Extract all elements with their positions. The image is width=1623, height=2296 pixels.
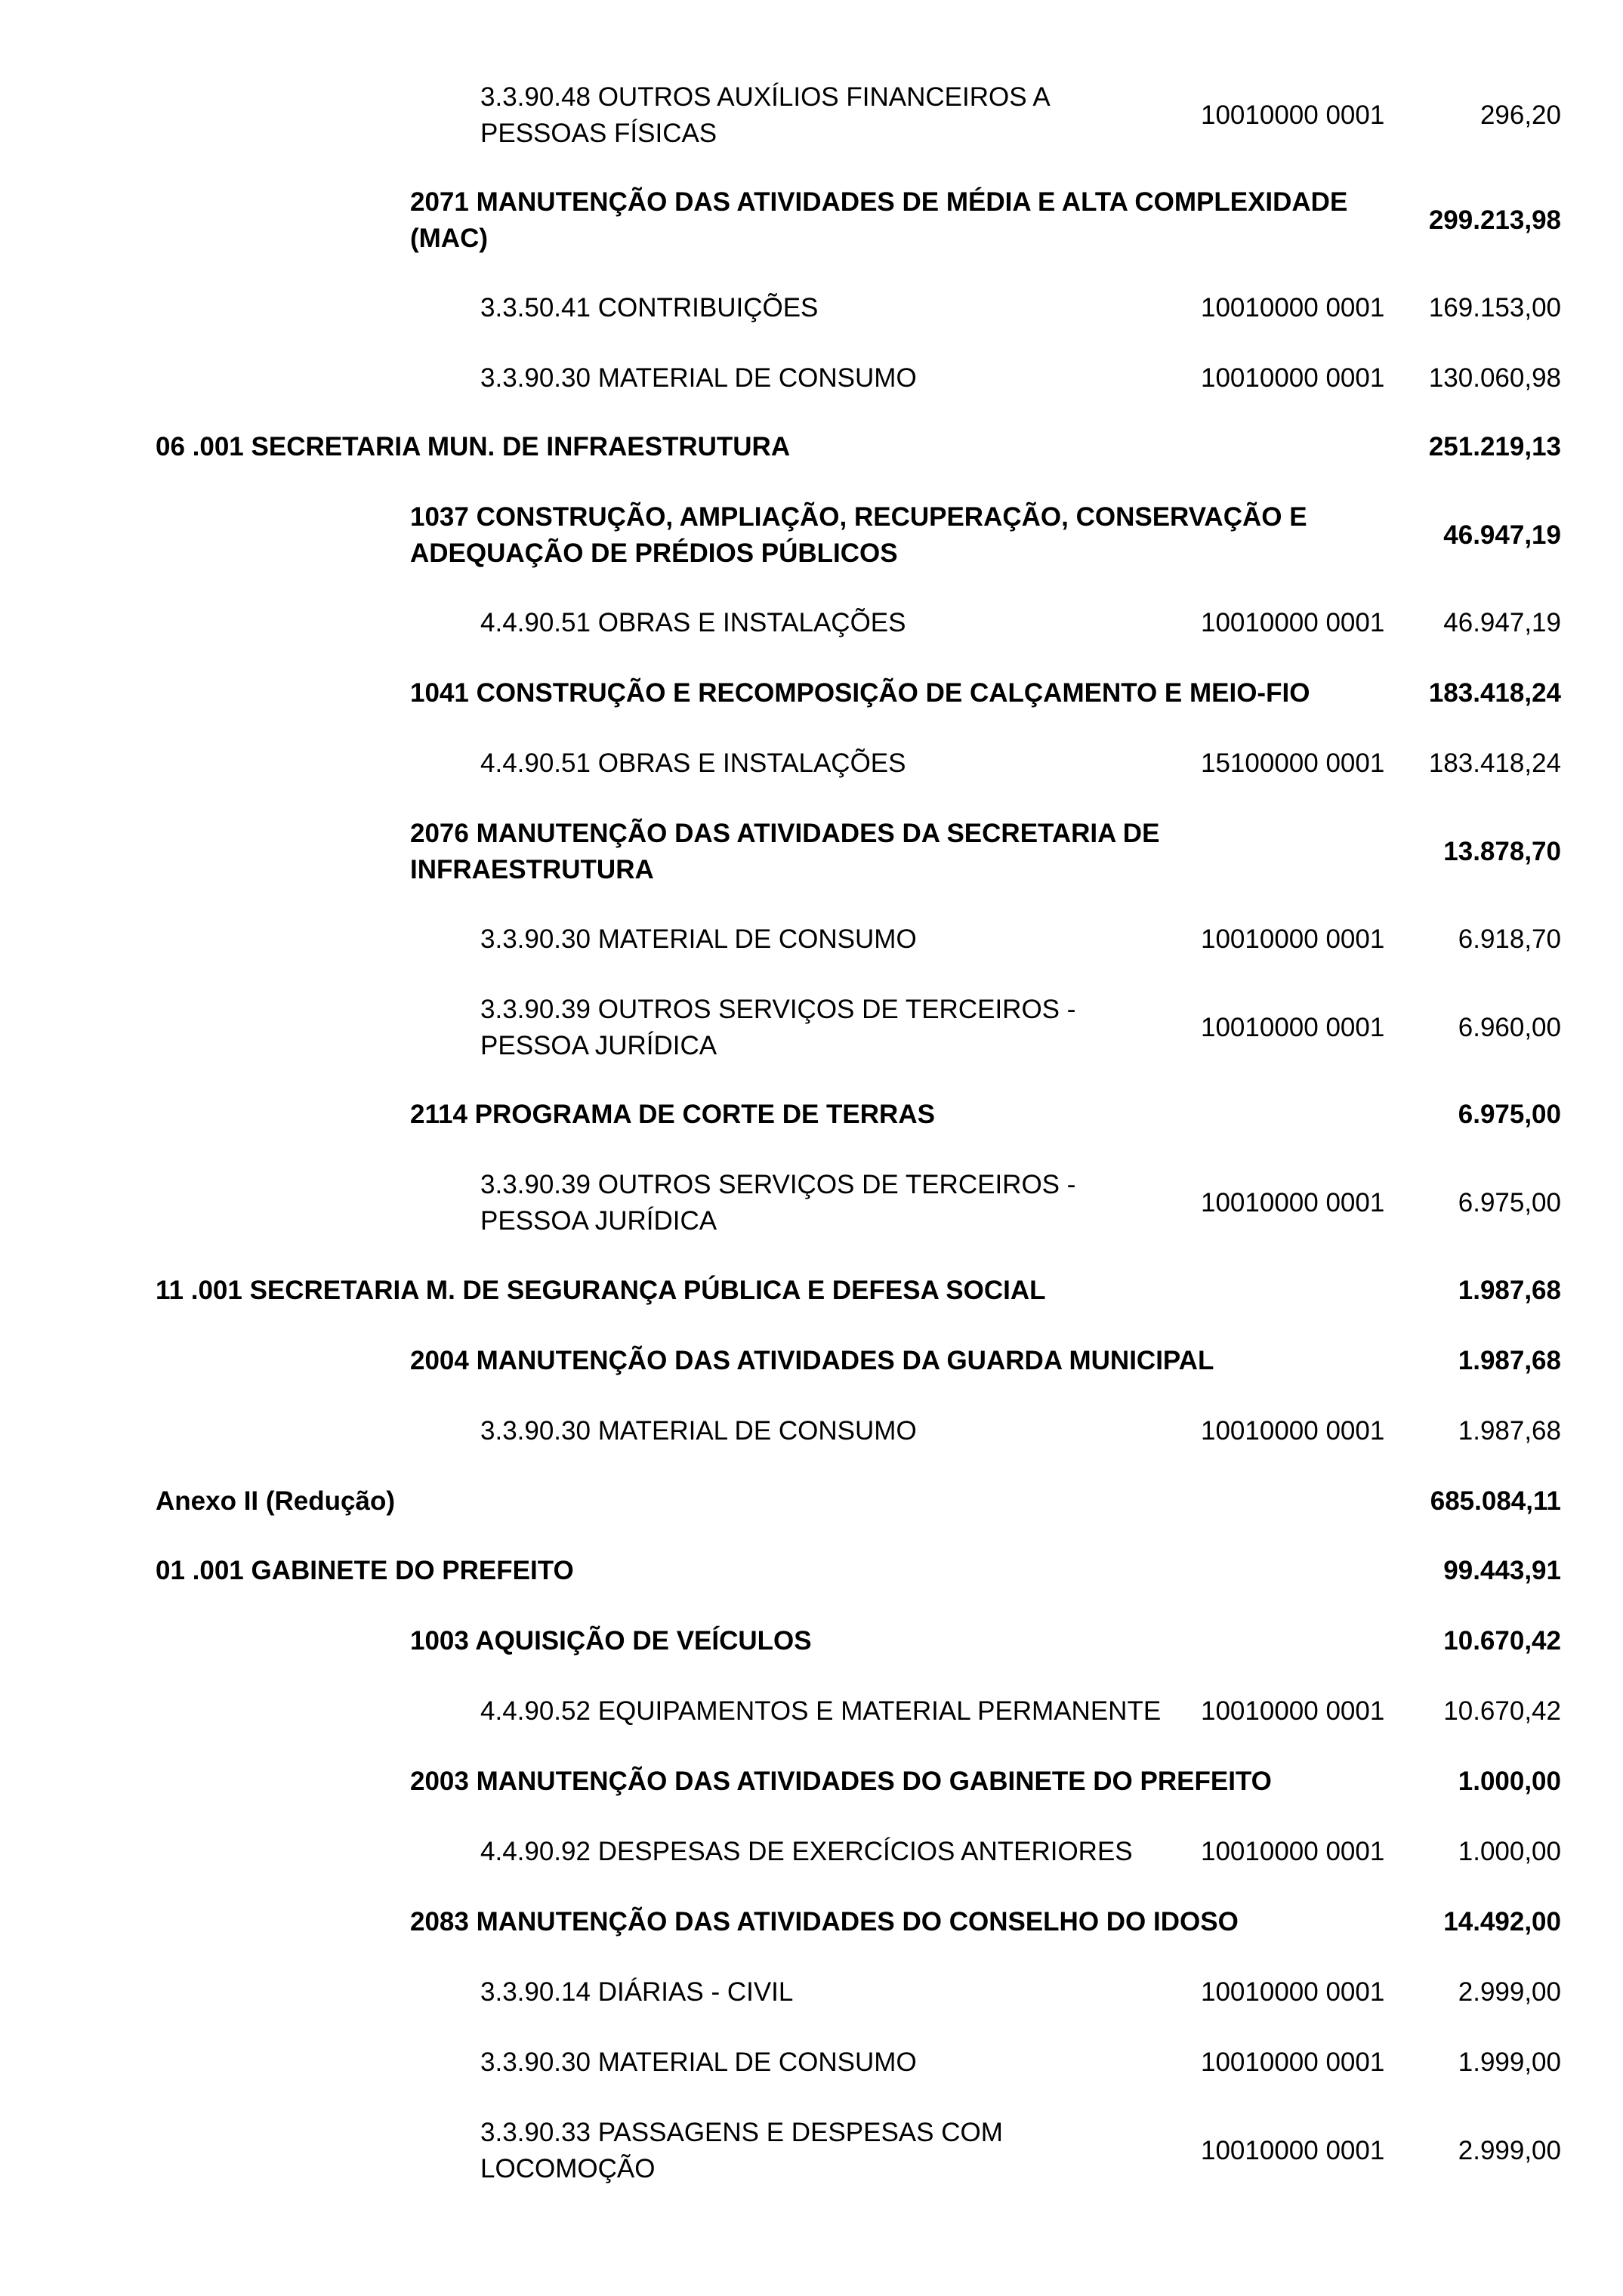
row-amount: 1.987,68 <box>1458 1346 1561 1375</box>
row-description: 06 .001 SECRETARIA MUN. DE INFRAESTRUTURA <box>156 432 791 461</box>
row-description: 3.3.90.14 DIÁRIAS - CIVIL <box>480 1977 794 2007</box>
row-description: 2114 PROGRAMA DE CORTE DE TERRAS <box>410 1100 935 1129</box>
row-amount: 296,20 <box>1480 100 1561 130</box>
row-amount: 6.975,00 <box>1458 1100 1561 1129</box>
row-amount: 2.999,00 <box>1458 2136 1561 2165</box>
row-description: 4.4.90.92 DESPESAS DE EXERCÍCIOS ANTERIORES <box>480 1837 1133 1866</box>
row-description: 4.4.90.52 EQUIPAMENTOS E MATERIAL PERMANENTE <box>480 1696 1162 1726</box>
row-source-code: 10010000 0001 <box>1201 363 1385 393</box>
row-description: 01 .001 GABINETE DO PREFEITO <box>156 1556 574 1585</box>
row-description: 2076 MANUTENÇÃO DAS ATIVIDADES DA SECRETARIA DE INFRAESTRUTURA <box>410 819 1160 884</box>
row-source-code: 10010000 0001 <box>1201 1977 1385 2007</box>
row-description: 3.3.90.39 OUTROS SERVIÇOS DE TERCEIROS - PESSOA JURÍDICA <box>480 1170 1076 1236</box>
row-amount: 1.999,00 <box>1458 2048 1561 2077</box>
row-amount: 10.670,42 <box>1443 1626 1561 1656</box>
row-description: 2071 MANUTENÇÃO DAS ATIVIDADES DE MÉDIA E ALTA COMPLEXIDADE (MAC) <box>410 187 1348 253</box>
row-source-code: 10010000 0001 <box>1201 1013 1385 1042</box>
row-description: 3.3.50.41 CONTRIBUIÇÕES <box>480 293 819 322</box>
row-description: 2083 MANUTENÇÃO DAS ATIVIDADES DO CONSELHO DO IDOSO <box>410 1907 1239 1936</box>
row-amount: 1.987,68 <box>1458 1276 1561 1305</box>
row-source-code: 10010000 0001 <box>1201 293 1385 322</box>
row-description: 4.4.90.51 OBRAS E INSTALAÇÕES <box>480 748 906 778</box>
row-amount: 14.492,00 <box>1443 1907 1561 1936</box>
row-source-code: 10010000 0001 <box>1201 100 1385 130</box>
row-amount: 183.418,24 <box>1428 748 1561 778</box>
row-description: 3.3.90.30 MATERIAL DE CONSUMO <box>480 363 917 393</box>
row-description: Anexo II (Redução) <box>156 1486 395 1516</box>
row-description: 4.4.90.51 OBRAS E INSTALAÇÕES <box>480 608 906 637</box>
row-amount: 1.987,68 <box>1458 1416 1561 1446</box>
row-description: 2003 MANUTENÇÃO DAS ATIVIDADES DO GABINETE DO PREFEITO <box>410 1767 1272 1796</box>
row-description: 3.3.90.30 MATERIAL DE CONSUMO <box>480 2048 917 2077</box>
row-source-code: 10010000 0001 <box>1201 608 1385 637</box>
row-amount: 6.960,00 <box>1458 1013 1561 1042</box>
row-source-code: 10010000 0001 <box>1201 2048 1385 2077</box>
row-description: 3.3.90.30 MATERIAL DE CONSUMO <box>480 1416 917 1446</box>
row-amount: 6.975,00 <box>1458 1188 1561 1217</box>
row-source-code: 10010000 0001 <box>1201 1188 1385 1217</box>
row-source-code: 10010000 0001 <box>1201 1416 1385 1446</box>
row-amount: 183.418,24 <box>1428 678 1561 708</box>
row-amount: 685.084,11 <box>1430 1486 1561 1516</box>
row-amount: 169.153,00 <box>1428 293 1561 322</box>
row-amount: 46.947,19 <box>1443 608 1561 637</box>
row-amount: 13.878,70 <box>1443 837 1561 866</box>
row-description: 3.3.90.30 MATERIAL DE CONSUMO <box>480 924 917 954</box>
row-description: 1037 CONSTRUÇÃO, AMPLIAÇÃO, RECUPERAÇÃO, CONSERVAÇÃO E ADEQUAÇÃO DE PRÉDIOS PÚBLICOS <box>410 502 1307 568</box>
row-amount: 251.219,13 <box>1428 432 1561 461</box>
row-amount: 6.918,70 <box>1458 924 1561 954</box>
row-amount: 130.060,98 <box>1428 363 1561 393</box>
row-description: 1003 AQUISIÇÃO DE VEÍCULOS <box>410 1626 812 1656</box>
row-amount: 1.000,00 <box>1458 1837 1561 1866</box>
row-description: 11 .001 SECRETARIA M. DE SEGURANÇA PÚBLICA E DEFESA SOCIAL <box>156 1276 1046 1305</box>
row-description: 2004 MANUTENÇÃO DAS ATIVIDADES DA GUARDA MUNICIPAL <box>410 1346 1214 1375</box>
row-description: 3.3.90.33 PASSAGENS E DESPESAS COM LOCOMOÇÃO <box>480 2118 1003 2183</box>
row-amount: 10.670,42 <box>1443 1696 1561 1726</box>
row-amount: 46.947,19 <box>1443 520 1561 550</box>
row-amount: 99.443,91 <box>1443 1556 1561 1585</box>
row-source-code: 10010000 0001 <box>1201 924 1385 954</box>
row-source-code: 10010000 0001 <box>1201 2136 1385 2165</box>
row-source-code: 15100000 0001 <box>1201 748 1385 778</box>
row-amount: 1.000,00 <box>1458 1767 1561 1796</box>
row-description: 1041 CONSTRUÇÃO E RECOMPOSIÇÃO DE CALÇAMENTO E MEIO-FIO <box>410 678 1310 708</box>
row-description: 3.3.90.39 OUTROS SERVIÇOS DE TERCEIROS - PESSOA JURÍDICA <box>480 995 1076 1060</box>
row-description: 3.3.90.48 OUTROS AUXÍLIOS FINANCEIROS A PESSOAS FÍSICAS <box>480 82 1049 148</box>
row-amount: 299.213,98 <box>1428 205 1561 235</box>
row-source-code: 10010000 0001 <box>1201 1696 1385 1726</box>
row-amount: 2.999,00 <box>1458 1977 1561 2007</box>
row-source-code: 10010000 0001 <box>1201 1837 1385 1866</box>
